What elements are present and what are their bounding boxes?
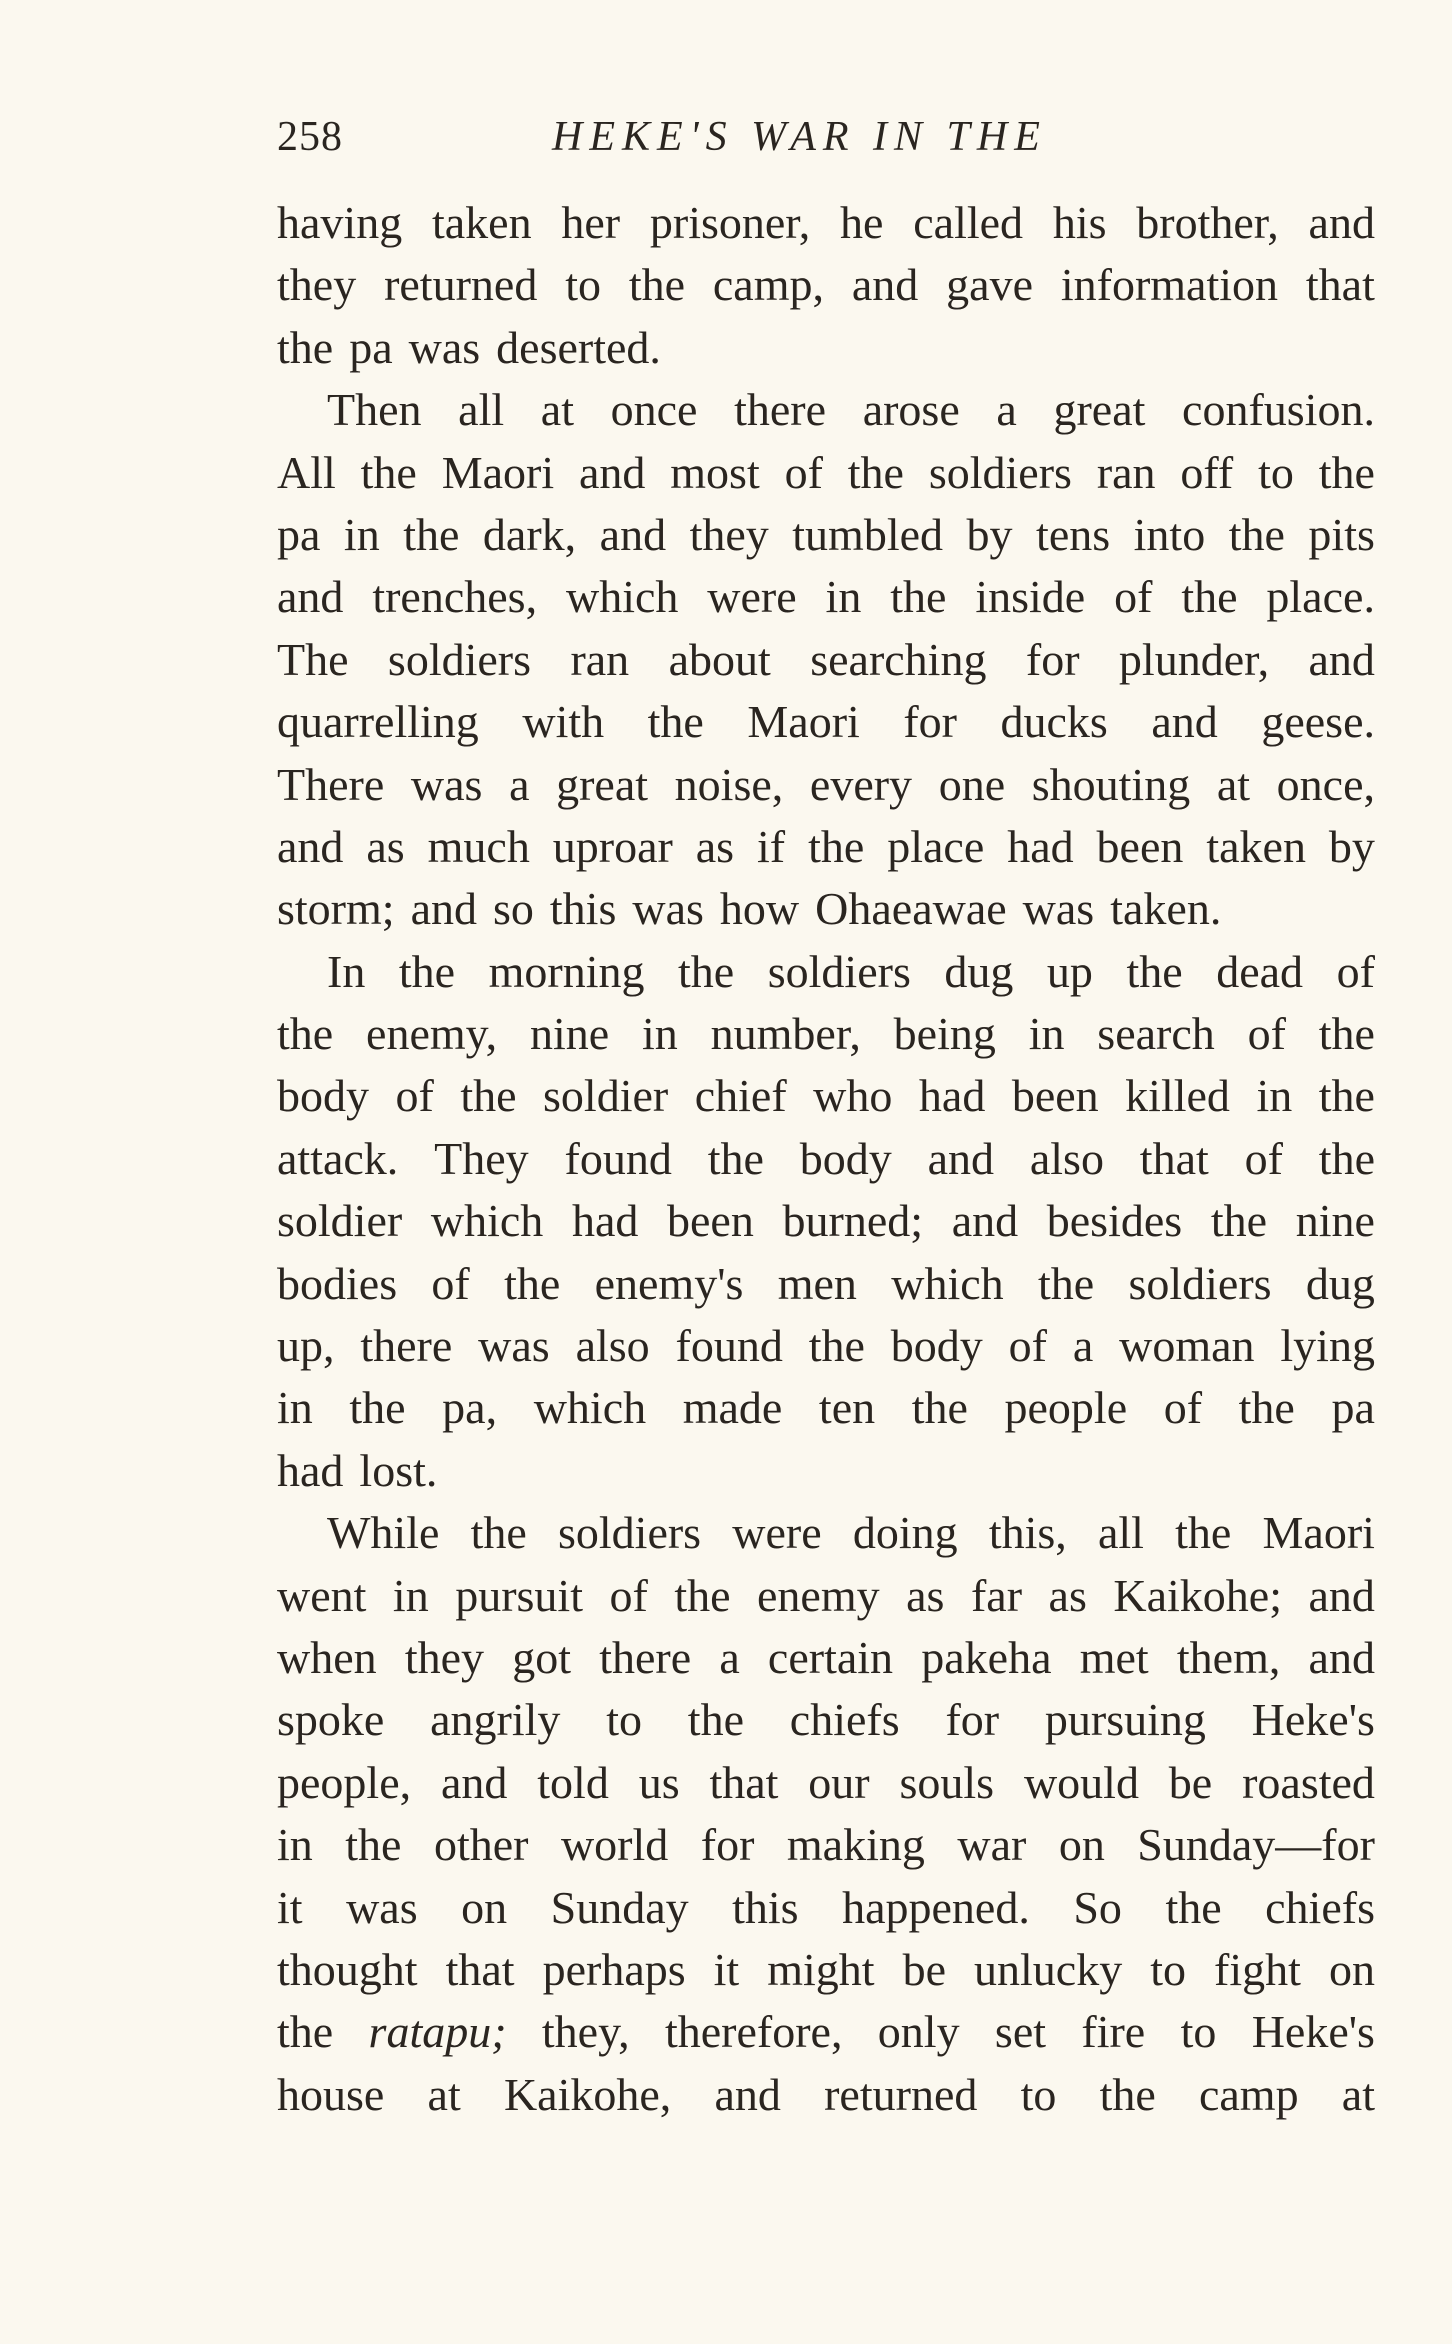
page-number: 258 (277, 114, 343, 160)
text-line: storm; and so this was how Ohaeawae was taken. (277, 883, 1222, 935)
text-line: when they got there a certain pakeha met them, and (277, 1631, 1375, 1683)
running-head: HEKE'S WAR IN THE (552, 114, 1047, 160)
text-line: people, and told us that our souls would be roasted (277, 1756, 1375, 1808)
text-line: and trenches, which were in the inside of the place. (277, 571, 1375, 623)
text-line: attack. They found the body and also that of the (277, 1132, 1375, 1184)
text-line: in the other world for making war on Sunday—for (277, 1819, 1375, 1871)
text-line: There was a great noise, every one shouting at once, (277, 758, 1375, 810)
body-text (277, 192, 1375, 2126)
text-line: body of the soldier chief who had been killed in the (277, 1070, 1375, 1122)
text-line: the pa was deserted. (277, 321, 661, 373)
text-line: soldier which had been burned; and besides the nine (277, 1195, 1375, 1247)
text-line: spoke angrily to the chiefs for pursuing Heke's (277, 1694, 1375, 1746)
text-line: the enemy, nine in number, being in search of the (277, 1008, 1375, 1060)
text-line: All the Maori and most of the soldiers ran off to the (277, 446, 1375, 498)
text-line: Then all at once there arose a great confusion. (327, 384, 1375, 436)
text-line: they returned to the camp, and gave information that (277, 259, 1375, 311)
text-line: it was on Sunday this happened. So the chiefs (277, 1881, 1375, 1933)
text-line: thought that perhaps it might be unlucky to fight on (277, 1943, 1375, 1995)
page-header (277, 112, 1375, 162)
text-line: had lost. (277, 1444, 438, 1496)
text-line: bodies of the enemy's men which the soldiers dug (277, 1257, 1375, 1309)
text-line: pa in the dark, and they tumbled by tens into the pits (277, 508, 1375, 560)
text-line: the ratapu; they, therefore, only set fire to Heke's (277, 2006, 1375, 2058)
text-line: having taken her prisoner, he called his brother, and (277, 197, 1375, 248)
text-line: The soldiers ran about searching for plunder, and (277, 633, 1375, 685)
text-line: quarrelling with the Maori for ducks and geese. (277, 696, 1375, 748)
text-line: in the pa, which made ten the people of the pa (277, 1382, 1375, 1434)
text-line: went in pursuit of the enemy as far as Kaikohe; and (277, 1569, 1375, 1621)
text-line: While the soldiers were doing this, all the Maori (327, 1507, 1375, 1559)
text-line: In the morning the soldiers dug up the dead of (327, 945, 1375, 997)
text-line: and as much uproar as if the place had been taken by (277, 820, 1375, 872)
text-line: house at Kaikohe, and returned to the camp at (277, 2068, 1375, 2120)
text-line: up, there was also found the body of a woman lying (277, 1320, 1375, 1372)
